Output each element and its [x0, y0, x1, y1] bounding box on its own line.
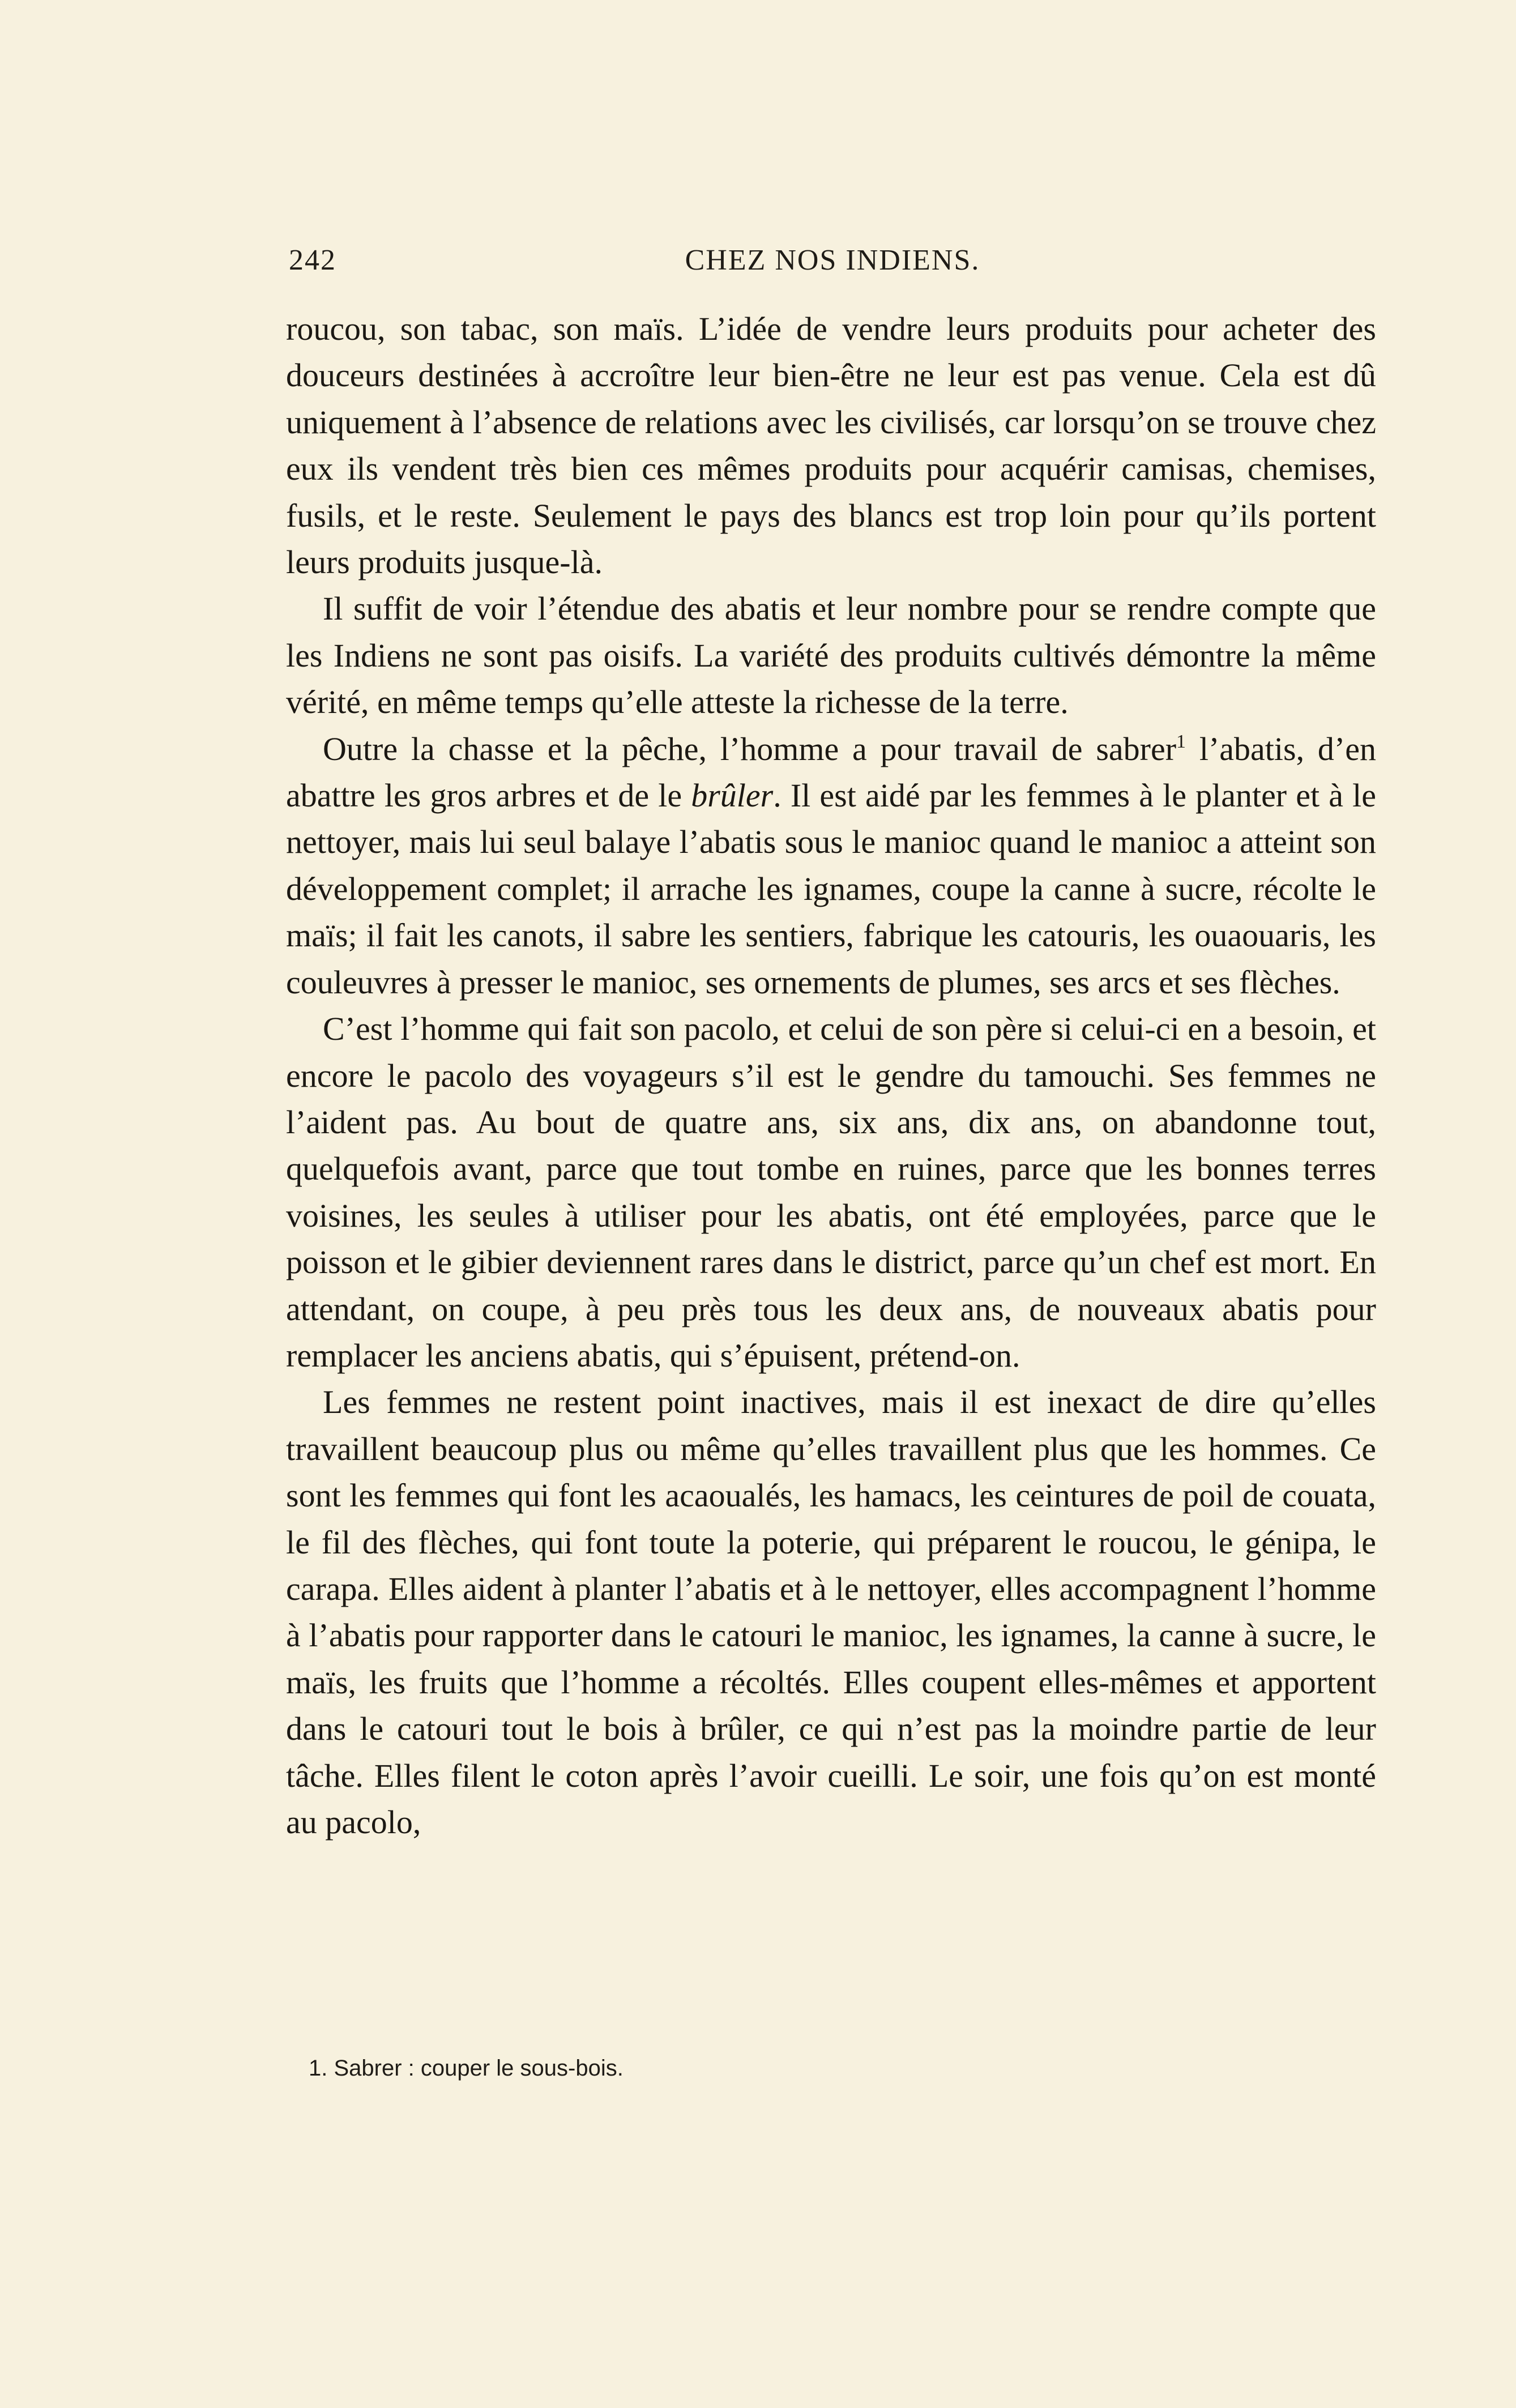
paragraph-3-part-3: . Il est aidé par les femmes à le planter et à le nettoyer, mais lui seul balaye l’abatis sous le manioc quand le manioc a atteint son développement complet; il arrache les ignames, coupe la canne à sucre, récolte le maïs; il fait les canots, il sabre les sentiers, fabrique les catouris, les ouaouaris, les couleuvres à presser le manioc, ses ornements de plumes, ses arcs et ses flèches. — [286, 777, 1376, 1001]
paragraph-1: roucou, son tabac, son maïs. L’idée de vendre leurs produits pour acheter des douceurs destinées à accroître leur bien-être ne leur est pas venue. Cela est dû uniquement à l’absence de relations avec les civilisés, car lorsqu’on se trouve chez eux ils vendent très bien ces mêmes produits pour acquérir camisas, chemises, fusils, et le reste. Seulement le pays des blancs est trop loin pour qu’ils portent leurs produits jusque-là. — [286, 310, 1376, 581]
paragraph-3 — [286, 726, 1376, 1006]
page-number: 242 — [289, 244, 336, 276]
running-title: CHEZ NOS INDIENS. — [685, 244, 980, 276]
footnote-marker: 1 — [1176, 731, 1186, 752]
paragraph-3-italic: brûler — [691, 777, 774, 814]
paragraph-4: C’est l’homme qui fait son pacolo, et celui de son père si celui-ci en a besoin, et encore le pacolo des voyageurs s’il est le gendre du tamouchi. Ses femmes ne l’aident pas. Au bout de quatre ans, six ans, dix ans, on abandonne tout, quelquefois avant, parce que tout tombe en ruines, parce que les bonnes terres voisines, les seules à utiliser pour les abatis, ont été employées, parce que le poisson et le gibier deviennent rares dans le district, parce qu’un chef est mort. En attendant, on coupe, à peu près tous les deux ans, de nouveaux abatis pour remplacer les anciens abatis, qui s’épuisent, prétend-on. — [286, 1010, 1376, 1374]
paragraph-5: Les femmes ne restent point inactives, mais il est inexact de dire qu’elles travaillent beaucoup plus ou même qu’elles travaillent plus que les hommes. Ce sont les femmes qui font les acaoualés, les hamacs, les ceintures de poil de couata, le fil des flèches, qui font toute la poterie, qui préparent le roucou, le génipa, le carapa. Elles aident à planter l’abatis et à le nettoyer, elles accompagnent l’homme à l’abatis pour rapporter dans le catouri le manioc, les ignames, la canne à sucre, le maïs, les fruits que l’homme a récoltés. Elles coupent elles-mêmes et apportent dans le catouri tout le bois à brûler, ce qui n’est pas la moindre partie de leur tâche. Elles filent le coton après l’avoir cueilli. Le soir, une fois qu’on est monté au pacolo, — [286, 1384, 1376, 1841]
paragraph-3-part-2: l’abatis, d’en abattre les gros arbres et de le — [286, 730, 1376, 814]
running-head — [289, 244, 1376, 283]
paragraph-2: Il suffit de voir l’étendue des abatis et leur nombre pour se rendre compte que les Indiens ne sont pas oisifs. La variété des produits cultivés démontre la même vérité, en même temps qu’elle atteste la richesse de la terre. — [286, 590, 1376, 721]
paragraph-3-part-1: Outre la chasse et la pêche, l’homme a pour travail de sabrer — [323, 730, 1177, 767]
footnote: 1. Sabrer : couper le sous-bois. — [309, 2056, 624, 2081]
body-text — [286, 306, 1376, 1846]
